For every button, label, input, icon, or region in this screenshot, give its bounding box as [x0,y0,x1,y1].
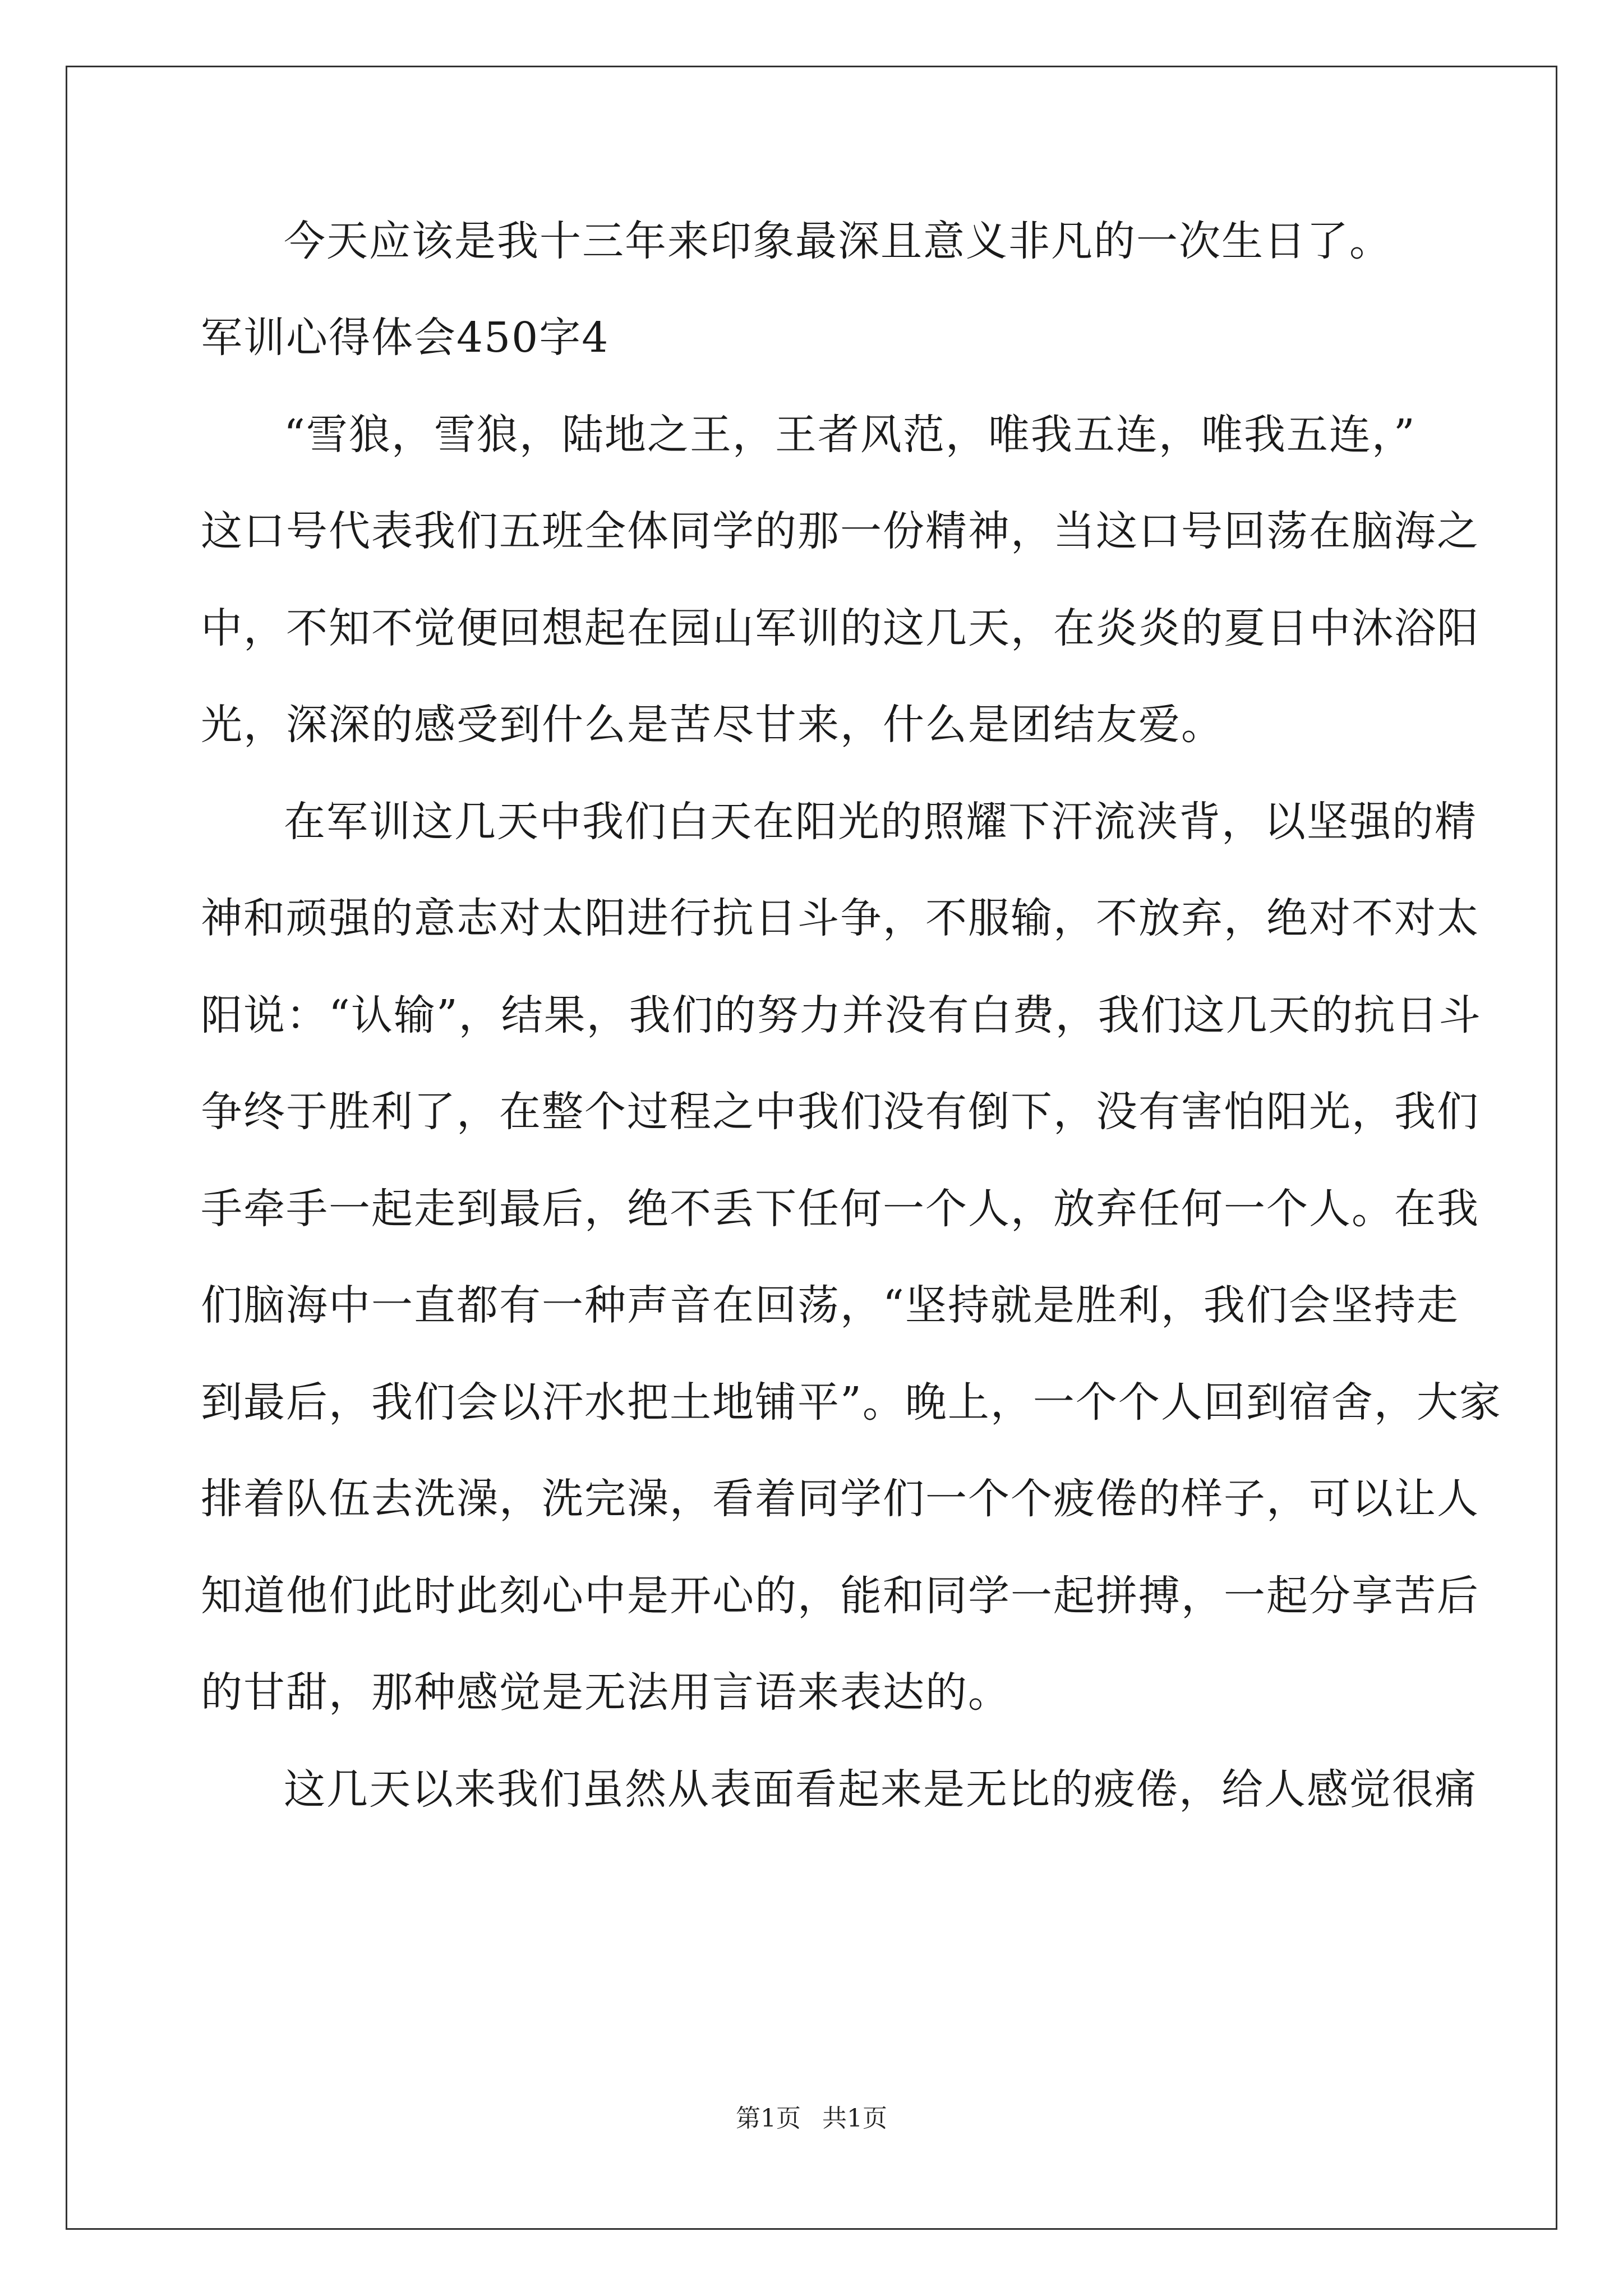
paragraph-line: 到最后，我们会以汗水把土地铺平”。晚上，一个个人回到宿舍，大家 [201,1378,1502,1427]
paragraph-line: 这几天以来我们虽然从表面看起来是无比的疲倦，给人感觉很痛 [284,1765,1477,1814]
paragraph-line: 们脑海中一直都有一种声音在回荡，“坚持就是胜利，我们会坚持走 [201,1281,1459,1329]
paragraph-line: 手牵手一起走到最后，绝不丢下任何一个人，放弃任何一个人。在我 [201,1185,1479,1233]
page-number: 第1页 [736,2104,801,2133]
paragraph-line: 光，深深的感受到什么是苦尽甘来，什么是团结友爱。 [201,701,1224,749]
paragraph-line: 阳说：“认输”，结果，我们的努力并没有白费，我们这几天的抗日斗 [201,991,1482,1039]
paragraph-line: 在军训这几天中我们白天在阳光的照耀下汗流浃背，以坚强的精 [284,798,1477,846]
paragraph-line: “雪狼，雪狼，陆地之王，王者风范，唯我五连，唯我五连，” [284,411,1416,459]
section-heading: 军训心得体会450字4 [201,314,610,362]
page-footer [0,2102,1623,2136]
paragraph-line: 排着队伍去洗澡，洗完澡，看着同学们一个个疲倦的样子，可以让人 [201,1475,1479,1523]
paragraph-line: 争终于胜利了，在整个过程之中我们没有倒下，没有害怕阳光，我们 [201,1088,1479,1136]
paragraph-line: 知道他们此时此刻心中是开心的，能和同学一起拼搏，一起分享苦后 [201,1572,1479,1620]
paragraph-line: 的甘甜，那种感觉是无法用言语来表达的。 [201,1668,1011,1717]
paragraph-line: 中，不知不觉便回想起在园山军训的这几天，在炎炎的夏日中沐浴阳 [201,604,1479,652]
paragraph-line: 这口号代表我们五班全体同学的那一份精神，当这口号回荡在脑海之 [201,507,1479,555]
paragraph-line: 神和顽强的意志对太阳进行抗日斗争，不服输，不放弃，绝对不对太 [201,894,1479,942]
paragraph-line: 今天应该是我十三年来印象最深且意义非凡的一次生日了。 [284,217,1392,265]
page-border [66,66,1557,2230]
page-total: 共1页 [822,2104,887,2133]
